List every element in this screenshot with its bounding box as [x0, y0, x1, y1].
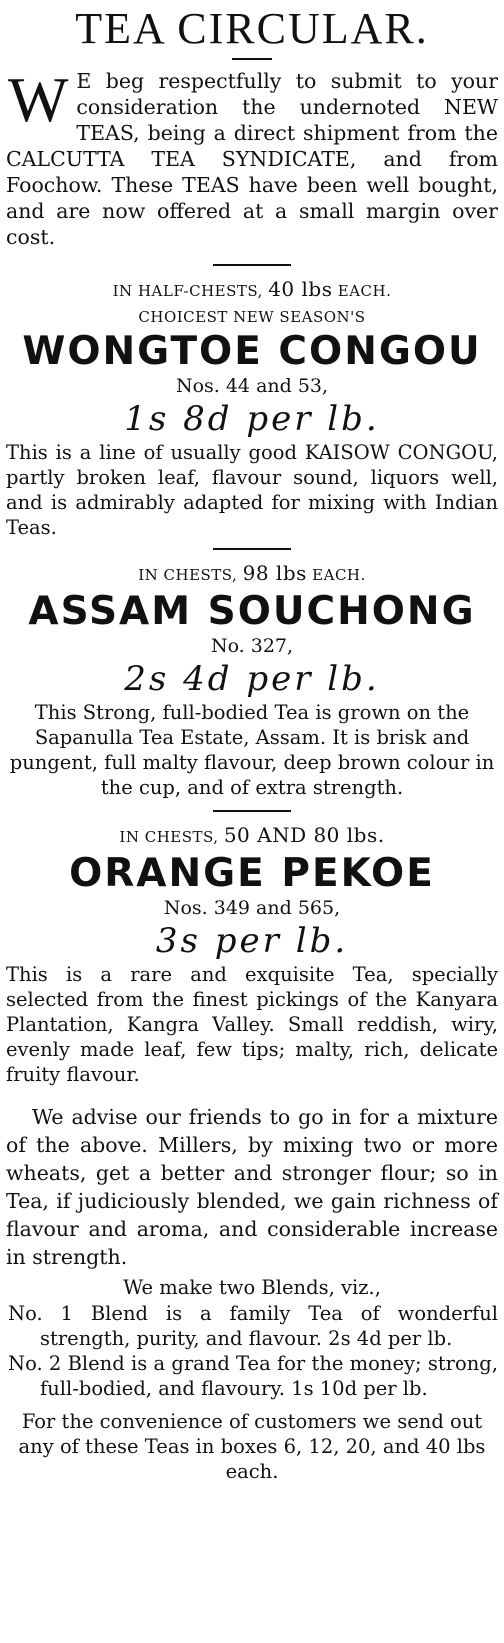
- blend-item: No. 1 Blend is a family Tea of wonderful strength, purity, and flavour. 2s 4d per lb.: [8, 1302, 498, 1350]
- pack-weight: 50 AND 80 lbs.: [223, 823, 385, 847]
- pack-label: IN HALF-CHESTS,: [112, 282, 263, 300]
- section-divider: [213, 264, 291, 266]
- section-subtitle: CHOICEST NEW SEASON'S: [138, 308, 366, 326]
- tea-section-orange-pekoe: [6, 824, 498, 1087]
- tea-numbers: Nos. 44 and 53,: [175, 375, 329, 397]
- tea-price: 3s per lb.: [155, 921, 349, 961]
- tea-description: This Strong, full-bodied Tea is grown on the Sapanulla Tea Estate, Assam. It is brisk and pungent, full malty flavour, deep brown colour in the cup, and of extra strength.: [9, 701, 495, 799]
- pack-label: IN CHESTS,: [119, 828, 219, 846]
- pack-weight: 40 lbs: [268, 277, 333, 301]
- pack-weight: 98 lbs: [242, 561, 307, 585]
- blends-section: [6, 1275, 498, 1401]
- tea-price: 2s 4d per lb.: [124, 659, 380, 699]
- advice-paragraph: We advise our friends to go in for a mixture of the above. Millers, by mixing two or more wheats, get a better and stronger flour; so in Tea, if judiciously blended, we gain richness of flavour and aroma, and considerable increase in strength.: [6, 1105, 498, 1269]
- pack-suffix: EACH.: [337, 282, 392, 300]
- tea-description: This is a line of usually good KAISOW CONGOU, partly broken leaf, flavour sound, liquors well, and is admirably adapted for mixing with Indian Teas.: [6, 441, 498, 539]
- blend-item: No. 2 Blend is a grand Tea for the money; strong, full-bodied, and flavoury. 1s 10d per lb.: [8, 1352, 498, 1400]
- pack-line: [6, 278, 498, 302]
- tea-numbers: Nos. 349 and 565,: [163, 897, 341, 919]
- title-divider: [232, 58, 272, 60]
- page-title: TEA CIRCULAR.: [75, 4, 429, 53]
- intro-paragraph: [6, 64, 498, 250]
- tea-name: WONGTOE CONGOU: [22, 329, 482, 374]
- blends-heading: We make two Blends, viz.,: [123, 1276, 381, 1299]
- drop-cap: W: [8, 64, 69, 135]
- tea-section-assam: [6, 562, 498, 800]
- section-divider: [213, 810, 291, 812]
- tea-numbers: No. 327,: [210, 635, 294, 657]
- section-divider: [213, 548, 291, 550]
- tea-description: This is a rare and exquisite Tea, specially selected from the finest pickings of the Kanyara Plantation, Kangra Valley. Small reddish, wiry, evenly made leaf, few tips; malty, rich, delicate fruity flavour.: [6, 963, 498, 1086]
- tea-name: ASSAM SOUCHONG: [28, 589, 476, 634]
- closing-note: For the convenience of customers we send out any of these Teas in boxes 6, 12, 20, and 40 lbs each.: [18, 1410, 486, 1483]
- pack-suffix: EACH.: [312, 566, 366, 584]
- pack-label: IN CHESTS,: [138, 566, 238, 584]
- tea-name: ORANGE PEKOE: [69, 851, 435, 896]
- pack-line: [6, 824, 498, 848]
- tea-price: 1s 8d per lb.: [124, 399, 380, 439]
- tea-section-wongtoe: [6, 278, 498, 540]
- intro-text: E beg respectfully to submit to your consideration the undernoted NEW TEAS, being a direct shipment from the CALCUTTA TEA SYNDICATE, and from Foochow. These TEAS have been well bought, and are now offered at a small margin over cost.: [6, 69, 498, 249]
- tea-circular-advert: [0, 4, 504, 1643]
- pack-line: [6, 562, 498, 586]
